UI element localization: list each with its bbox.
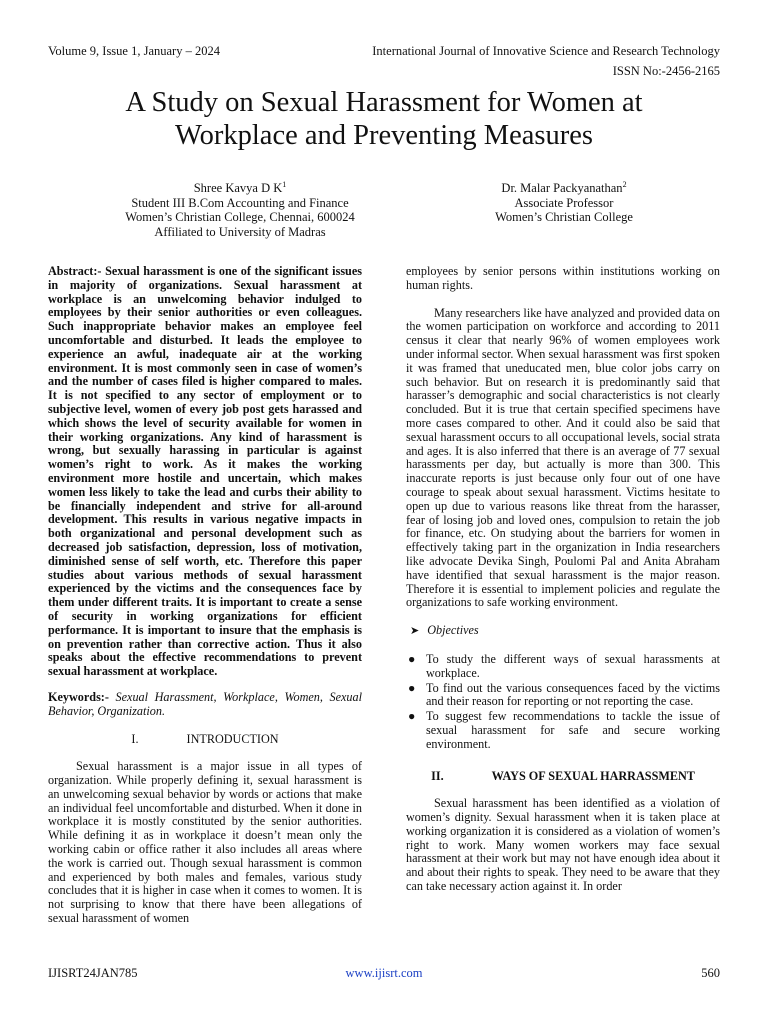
right-column — [406, 265, 720, 894]
objective-text: To study the different ways of sexual harassments at workplace. — [426, 651, 720, 680]
author-1-affil-3: Affiliated to University of Madras — [154, 224, 326, 239]
paper-title — [40, 86, 728, 152]
section-1-title: INTRODUCTION — [186, 731, 279, 746]
keywords-text: Sexual Harassment, Workplace, Women, Sexual Behavior, Organization. — [48, 689, 363, 718]
author-2-name: Dr. Malar Packyanathan — [501, 181, 623, 195]
objectives-heading — [410, 624, 720, 639]
arrow-bullet-icon: ➤ — [410, 625, 420, 638]
title-line-1: A Study on Sexual Harassment for Women at — [125, 87, 643, 118]
author-1-name: Shree Kavya D K — [193, 181, 283, 195]
objectives-label: Objectives — [427, 623, 479, 638]
research-paragraph: Many researchers like have analyzed and provided data on the women participation on workforce and according to 2011 census it clear that nearly 96% of women employees work under informal sector. When sexual harassment was first spoken it was framed that uneducated men, blue color jobs carry on such behavior. But on research it is predominantly said that harasser’s demographic and social characteristics is not clearly concluded. But it is true that certain specified specimens have more cases compared to other. And it could also be said that sexual harassment occurs to all occupational levels, social strata and ages. It is also inferred that there is an average of 77 sexual harassments per day, but actually is more than 300. This inaccurate reports is just because only four out of one have courage to speak about sexual harassment. Victims hesitate to open up due to various reasons like threat from the harasser, fear of losing job and loved ones, compulsion to retain the job for finance, etc. On studying about the barriers for women in effectively taking part in the organization in India researchers like advocate Devika Singh, Poulomi Pal and Anita Abraham have identified that sexual harassment is the major reason. Therefore it is essential to implement policies and regulate the organizations to safe working environment. — [406, 305, 720, 610]
bullet-icon: ● — [408, 651, 416, 666]
list-item — [406, 653, 720, 681]
bullet-icon: ● — [408, 680, 416, 695]
issn: ISSN No:-2456-2165 — [612, 64, 720, 78]
author-1-affil-1: Student III B.Com Accounting and Finance — [131, 195, 349, 210]
title-line-2: Workplace and Preventing Measures — [175, 120, 593, 151]
objective-text: To find out the various consequences faced by the victims and their reason for reporting or not reporting the case. — [426, 680, 720, 709]
bullet-icon: ● — [408, 709, 416, 724]
keywords-label: Keywords:- — [48, 689, 109, 704]
author-1-sup: 1 — [282, 179, 287, 189]
author-2-name-line — [410, 181, 718, 196]
author-2-affil-2: Women’s Christian College — [495, 210, 633, 224]
section-2-title: WAYS OF SEXUAL HARRASSMENT — [491, 768, 695, 783]
objective-text: To suggest few recommendations to tackle the issue of sexual harassment for safe and secure working environment. — [426, 709, 720, 751]
section-2-number: II. — [431, 768, 444, 783]
author-1-affil-2: Women’s Christian College, Chennai, 600024 — [125, 210, 355, 224]
intro-paragraph: Sexual harassment is a major issue in all types of organization. While properly defining it, sexual harassment is an unwelcoming sexual behavior by words or actions that make an individual feel uncomfortable and disturbed. When it done in workplace it is mostly constituted by the senior authorities. While defining it as in workplace it doesn’t mean only the working cabin or office rather it also includes all areas where the work is carried out. Though sexual harassment is common and experienced by both males and females, various study concludes that it is higher in case when it comes to women. It is not surprising to know that there have been allegations of sexual harassment of women — [48, 759, 362, 926]
objectives-list — [406, 653, 720, 752]
author-2-sup: 2 — [622, 179, 627, 189]
journal-name: International Journal of Innovative Science and Research Technology — [372, 44, 720, 58]
author-2-affil-1: Associate Professor — [514, 195, 614, 210]
abstract: Abstract:- Sexual harassment is one of the significant issues in majority of organizations. Sexual harassment at workplace is an unwelcoming behavior indulged to employees by their senior authorities or even colleagues. Such inappropriate behavior makes an employee feel uncomfortable and disturbed. It leads the employee to experience an awful, inadequate air at the working environment. It is most commonly seen in case of women’s and the number of cases filed is higher compared to males. It is not specified to any sector of employment or to subjective level, women of every job post gets harassed and which shows the level of security available for women in their working organizations. Any kind of harassment is wrong, but sexually harassing in particular is against women’s right to work. As it makes the working environment more hostile and uncertain, which makes women less likely to take the lead and curbs their ability to be financially independent and strive for all-around development. This results in various negative impacts in both organizational and personal development such as decreased job satisfaction, depression, loss of motivation, diminished sense of self worth, etc. Therefore this paper studies about various methods of sexual harassment experienced by the victims and the consequences face by them under different traits. It is important to create a sense of security in working organizations for efficient performance. It is important to insure that the emphasis is on prevention rather than corrective action. Thus it also speaks about the effective recommendations to prevent sexual harassment at workplace. — [48, 264, 362, 679]
list-item — [406, 710, 720, 751]
journal-url-link[interactable]: www.ijisrt.com — [345, 966, 423, 980]
ways-paragraph: Sexual harassment has been identified as a violation of women’s dignity. Sexual harassment when it is taken place at working organization it is considered as a violation of women’s right to work. Many women workers may face sexual harassment at their work but may not have enough idea about it and about their rights to speak. They need to be aware that they can take necessary action against it. In order — [406, 796, 720, 894]
left-column — [48, 265, 362, 926]
section-1-heading — [48, 733, 362, 747]
section-1-number: I. — [131, 731, 139, 746]
volume-info: Volume 9, Issue 1, January – 2024 — [48, 44, 220, 58]
author-2 — [410, 181, 718, 225]
section-2-heading — [406, 770, 720, 784]
continued-paragraph: employees by senior persons within institutions working on human rights. — [406, 264, 720, 292]
list-item — [406, 682, 720, 710]
author-1 — [80, 181, 400, 239]
page-number: 560 — [701, 966, 720, 980]
paper-code: IJISRT24JAN785 — [48, 966, 138, 980]
keywords — [48, 691, 362, 719]
author-1-name-line — [80, 181, 400, 196]
